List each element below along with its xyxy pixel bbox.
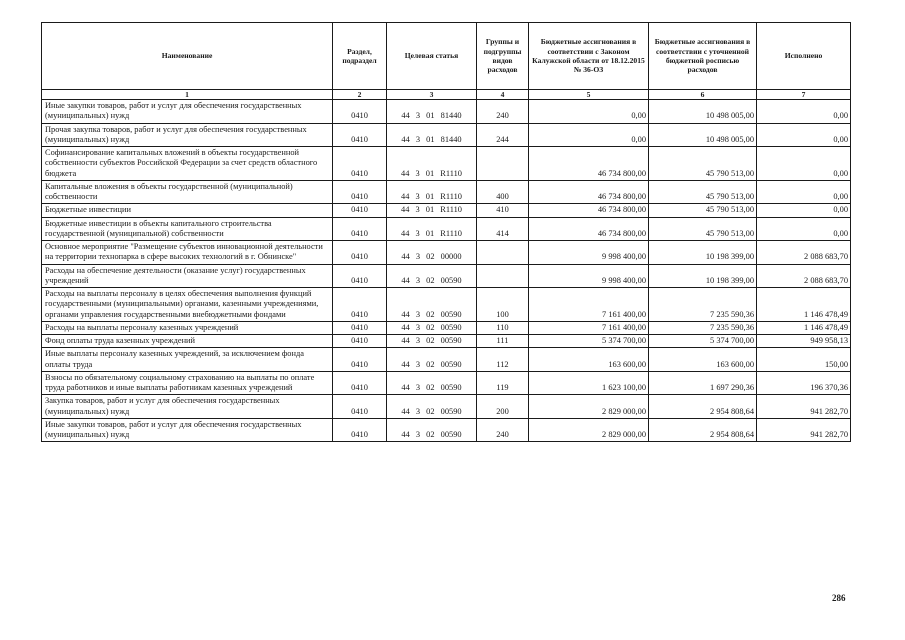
table-row — [42, 180, 851, 204]
cell-executed-amount: 2 088 683,70 — [757, 241, 851, 265]
cell-group — [477, 241, 529, 265]
column-number-row — [42, 90, 851, 100]
cell-group: 119 — [477, 371, 529, 395]
cell-group: 112 — [477, 348, 529, 372]
table-row — [42, 371, 851, 395]
cell-group: 110 — [477, 321, 529, 334]
cell-article: 44 3 01 R1110 — [387, 204, 477, 217]
table-row — [42, 418, 851, 442]
column-number: 4 — [477, 90, 529, 100]
cell-group: 240 — [477, 100, 529, 124]
cell-executed-amount: 0,00 — [757, 147, 851, 181]
cell-name: Расходы на выплаты персоналу в целях обеспечения выполнения функций государственными (муниципальными) органами, казенными учреждениями, органами управления государственными внебюджетными фондами — [42, 288, 333, 322]
cell-law-amount: 46 734 800,00 — [529, 180, 649, 204]
header-article: Целевая статья — [387, 23, 477, 90]
cell-group: 240 — [477, 418, 529, 442]
cell-law-amount: 0,00 — [529, 123, 649, 147]
column-number: 7 — [757, 90, 851, 100]
cell-section: 0410 — [333, 335, 387, 348]
cell-article: 44 3 02 00590 — [387, 395, 477, 419]
cell-executed-amount: 1 146 478,49 — [757, 288, 851, 322]
cell-law-amount: 7 161 400,00 — [529, 321, 649, 334]
cell-executed-amount: 0,00 — [757, 123, 851, 147]
cell-name: Иные закупки товаров, работ и услуг для обеспечения государственных (муниципальных) нужд — [42, 100, 333, 124]
cell-refined-amount: 10 498 005,00 — [649, 123, 757, 147]
cell-executed-amount: 941 282,70 — [757, 418, 851, 442]
column-numbers — [42, 90, 851, 100]
cell-name: Расходы на выплаты персоналу казенных учреждений — [42, 321, 333, 334]
cell-article: 44 3 01 R1110 — [387, 180, 477, 204]
cell-law-amount: 1 623 100,00 — [529, 371, 649, 395]
cell-group: 400 — [477, 180, 529, 204]
cell-article: 44 3 02 00590 — [387, 288, 477, 322]
cell-refined-amount: 10 198 399,00 — [649, 264, 757, 288]
header-row — [42, 23, 851, 90]
cell-law-amount: 7 161 400,00 — [529, 288, 649, 322]
cell-refined-amount: 45 790 513,00 — [649, 217, 757, 241]
cell-section: 0410 — [333, 418, 387, 442]
cell-name: Бюджетные инвестиции в объекты капитального строительства государственной (муниципальной) собственности — [42, 217, 333, 241]
cell-refined-amount: 1 697 290,36 — [649, 371, 757, 395]
cell-group: 244 — [477, 123, 529, 147]
column-number: 6 — [649, 90, 757, 100]
header-groups: Группы и подгруппы видов расходов — [477, 23, 529, 90]
cell-refined-amount: 10 198 399,00 — [649, 241, 757, 265]
table-row — [42, 395, 851, 419]
cell-group — [477, 264, 529, 288]
cell-refined-amount: 2 954 808,64 — [649, 395, 757, 419]
cell-executed-amount: 150,00 — [757, 348, 851, 372]
cell-law-amount: 9 998 400,00 — [529, 241, 649, 265]
header-executed: Исполнено — [757, 23, 851, 90]
cell-name: Взносы по обязательному социальному страхованию на выплаты по оплате труда работников и иные выплаты работникам казенных учреждений — [42, 371, 333, 395]
cell-law-amount: 9 998 400,00 — [529, 264, 649, 288]
header-law: Бюджетные ассигнования в соответствии с Законом Калужской области от 18.12.2015 № 36-ОЗ — [529, 23, 649, 90]
cell-group: 414 — [477, 217, 529, 241]
cell-refined-amount: 45 790 513,00 — [649, 147, 757, 181]
cell-law-amount: 46 734 800,00 — [529, 204, 649, 217]
cell-refined-amount: 45 790 513,00 — [649, 180, 757, 204]
header-name: Наименование — [42, 23, 333, 90]
cell-name: Капитальные вложения в объекты государственной (муниципальной) собственности — [42, 180, 333, 204]
cell-article: 44 3 01 R1110 — [387, 147, 477, 181]
cell-executed-amount: 949 958,13 — [757, 335, 851, 348]
cell-section: 0410 — [333, 217, 387, 241]
cell-refined-amount: 2 954 808,64 — [649, 418, 757, 442]
table-body — [42, 100, 851, 442]
cell-name: Иные выплаты персоналу казенных учреждений, за исключением фонда оплаты труда — [42, 348, 333, 372]
cell-executed-amount: 2 088 683,70 — [757, 264, 851, 288]
table-row — [42, 348, 851, 372]
cell-name: Закупка товаров, работ и услуг для обеспечения государственных (муниципальных) нужд — [42, 395, 333, 419]
cell-name: Иные закупки товаров, работ и услуг для обеспечения государственных (муниципальных) нужд — [42, 418, 333, 442]
cell-section: 0410 — [333, 288, 387, 322]
cell-section: 0410 — [333, 147, 387, 181]
table-row — [42, 264, 851, 288]
column-number: 5 — [529, 90, 649, 100]
cell-group: 410 — [477, 204, 529, 217]
cell-executed-amount: 0,00 — [757, 180, 851, 204]
cell-section: 0410 — [333, 241, 387, 265]
cell-article: 44 3 01 81440 — [387, 123, 477, 147]
cell-section: 0410 — [333, 264, 387, 288]
cell-article: 44 3 02 00590 — [387, 418, 477, 442]
cell-name: Софинансирование капитальных вложений в объекты государственной собственности субъектов Российской Федерации за счет средств областного бюджета — [42, 147, 333, 181]
table-row — [42, 204, 851, 217]
cell-name: Бюджетные инвестиции — [42, 204, 333, 217]
header-section: Раздел, подраздел — [333, 23, 387, 90]
cell-name: Основное мероприятие "Размещение субъектов инновационной деятельности на территории технопарка в сфере высоких технологий в г. Обнинске" — [42, 241, 333, 265]
cell-article: 44 3 02 00590 — [387, 264, 477, 288]
cell-section: 0410 — [333, 371, 387, 395]
cell-section: 0410 — [333, 100, 387, 124]
cell-refined-amount: 7 235 590,36 — [649, 288, 757, 322]
cell-executed-amount: 1 146 478,49 — [757, 321, 851, 334]
table-row — [42, 335, 851, 348]
cell-refined-amount: 163 600,00 — [649, 348, 757, 372]
table-row — [42, 288, 851, 322]
cell-group: 100 — [477, 288, 529, 322]
cell-section: 0410 — [333, 180, 387, 204]
column-number: 2 — [333, 90, 387, 100]
cell-group — [477, 147, 529, 181]
column-number: 3 — [387, 90, 477, 100]
table-row — [42, 217, 851, 241]
cell-name: Фонд оплаты труда казенных учреждений — [42, 335, 333, 348]
table-row — [42, 100, 851, 124]
cell-article: 44 3 02 00590 — [387, 321, 477, 334]
cell-article: 44 3 02 00590 — [387, 371, 477, 395]
cell-section: 0410 — [333, 348, 387, 372]
cell-refined-amount: 10 498 005,00 — [649, 100, 757, 124]
cell-group: 111 — [477, 335, 529, 348]
cell-law-amount: 2 829 000,00 — [529, 418, 649, 442]
cell-article: 44 3 02 00590 — [387, 348, 477, 372]
table-row — [42, 321, 851, 334]
column-number: 1 — [42, 90, 333, 100]
cell-executed-amount: 0,00 — [757, 100, 851, 124]
cell-group: 200 — [477, 395, 529, 419]
table-header — [42, 23, 851, 90]
table-row — [42, 241, 851, 265]
cell-section: 0410 — [333, 123, 387, 147]
cell-law-amount: 0,00 — [529, 100, 649, 124]
cell-refined-amount: 45 790 513,00 — [649, 204, 757, 217]
table-row — [42, 147, 851, 181]
cell-section: 0410 — [333, 395, 387, 419]
cell-law-amount: 46 734 800,00 — [529, 147, 649, 181]
cell-article: 44 3 02 00000 — [387, 241, 477, 265]
cell-executed-amount: 0,00 — [757, 204, 851, 217]
cell-law-amount: 46 734 800,00 — [529, 217, 649, 241]
cell-law-amount: 163 600,00 — [529, 348, 649, 372]
cell-law-amount: 2 829 000,00 — [529, 395, 649, 419]
cell-executed-amount: 0,00 — [757, 217, 851, 241]
budget-table — [41, 22, 851, 442]
header-refined: Бюджетные ассигнования в соответствии с уточненной бюджетной росписью расходов — [649, 23, 757, 90]
cell-section: 0410 — [333, 321, 387, 334]
cell-name: Расходы на обеспечение деятельности (оказание услуг) государственных учреждений — [42, 264, 333, 288]
cell-article: 44 3 01 81440 — [387, 100, 477, 124]
cell-article: 44 3 02 00590 — [387, 335, 477, 348]
cell-executed-amount: 941 282,70 — [757, 395, 851, 419]
cell-article: 44 3 01 R1110 — [387, 217, 477, 241]
page-number: 286 — [832, 593, 846, 603]
cell-name: Прочая закупка товаров, работ и услуг для обеспечения государственных (муниципальных) нужд — [42, 123, 333, 147]
cell-law-amount: 5 374 700,00 — [529, 335, 649, 348]
cell-refined-amount: 5 374 700,00 — [649, 335, 757, 348]
cell-executed-amount: 196 370,36 — [757, 371, 851, 395]
table-row — [42, 123, 851, 147]
cell-section: 0410 — [333, 204, 387, 217]
cell-refined-amount: 7 235 590,36 — [649, 321, 757, 334]
